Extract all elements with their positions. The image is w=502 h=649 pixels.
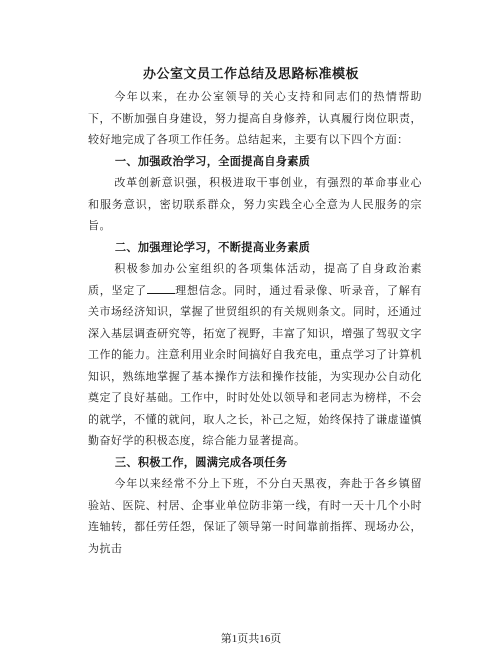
document-body: [88, 86, 422, 559]
section-1-paragraph: 改革创新意识强，积极进取干事创业，有强烈的革命事业心和服务意识，密切联系群众，努力实践全心全意为人民服务的宗旨。: [88, 176, 422, 232]
fill-in-blank: [147, 283, 175, 294]
document-title: 办公室文员工作总结及思路标准模板: [142, 67, 359, 82]
section-1-heading: 一、加强政治学习，全面提高自身素质: [114, 154, 311, 168]
section-2-text-start: 积极参加办公室组织的各项集体活动，提高了自身政治素质，坚定了: [88, 262, 422, 297]
page-number-footer: 第1页共16页: [220, 633, 282, 645]
section-2-paragraph: [88, 258, 422, 452]
section-2-heading: 二、加强理论学习，不断提高业务素质: [114, 240, 311, 254]
intro-paragraph: 今年以来，在办公室领导的关心支持和同志们的热情帮助下，不断加强自身建设，努力提高自身修养，认真履行岗位职责，较好地完成了各项工作任务。总结起来，主要有以下四个方面：: [88, 90, 422, 146]
section-3-heading: 三、积极工作，圆满完成各项任务: [114, 455, 288, 469]
section-3-paragraph: 今年以来经常不分上下班，不分白天黑夜，奔赴于各乡镇留验站、医院、村居、企事业单位防非第一线，有时一天十几个小时连轴转，都任劳任怨，保证了领导第一时间靠前指挥、现场办公，为抗击: [88, 477, 422, 555]
section-2-text-end: 理想信念。同时，通过看录像、听录音，了解有关市场经济知识，掌握了世贸组织的有关规则条文。同时，还通过深入基层调查研究等，拓宽了视野，丰富了知识，增强了驾驭文字工作的能力。注意利用业余时间搞好自我充电，重点学习了计算机知识，熟练地掌握了基本操作方法和操作技能，为实现办公自动化奠定了良好基础。工作中，时时处处以领导和老同志为榜样，不会的就学，不懂的就问，取人之长，补己之短，始终保持了谦虚谨慎勤奋好学的积极态度，综合能力显著提高。: [88, 283, 423, 447]
